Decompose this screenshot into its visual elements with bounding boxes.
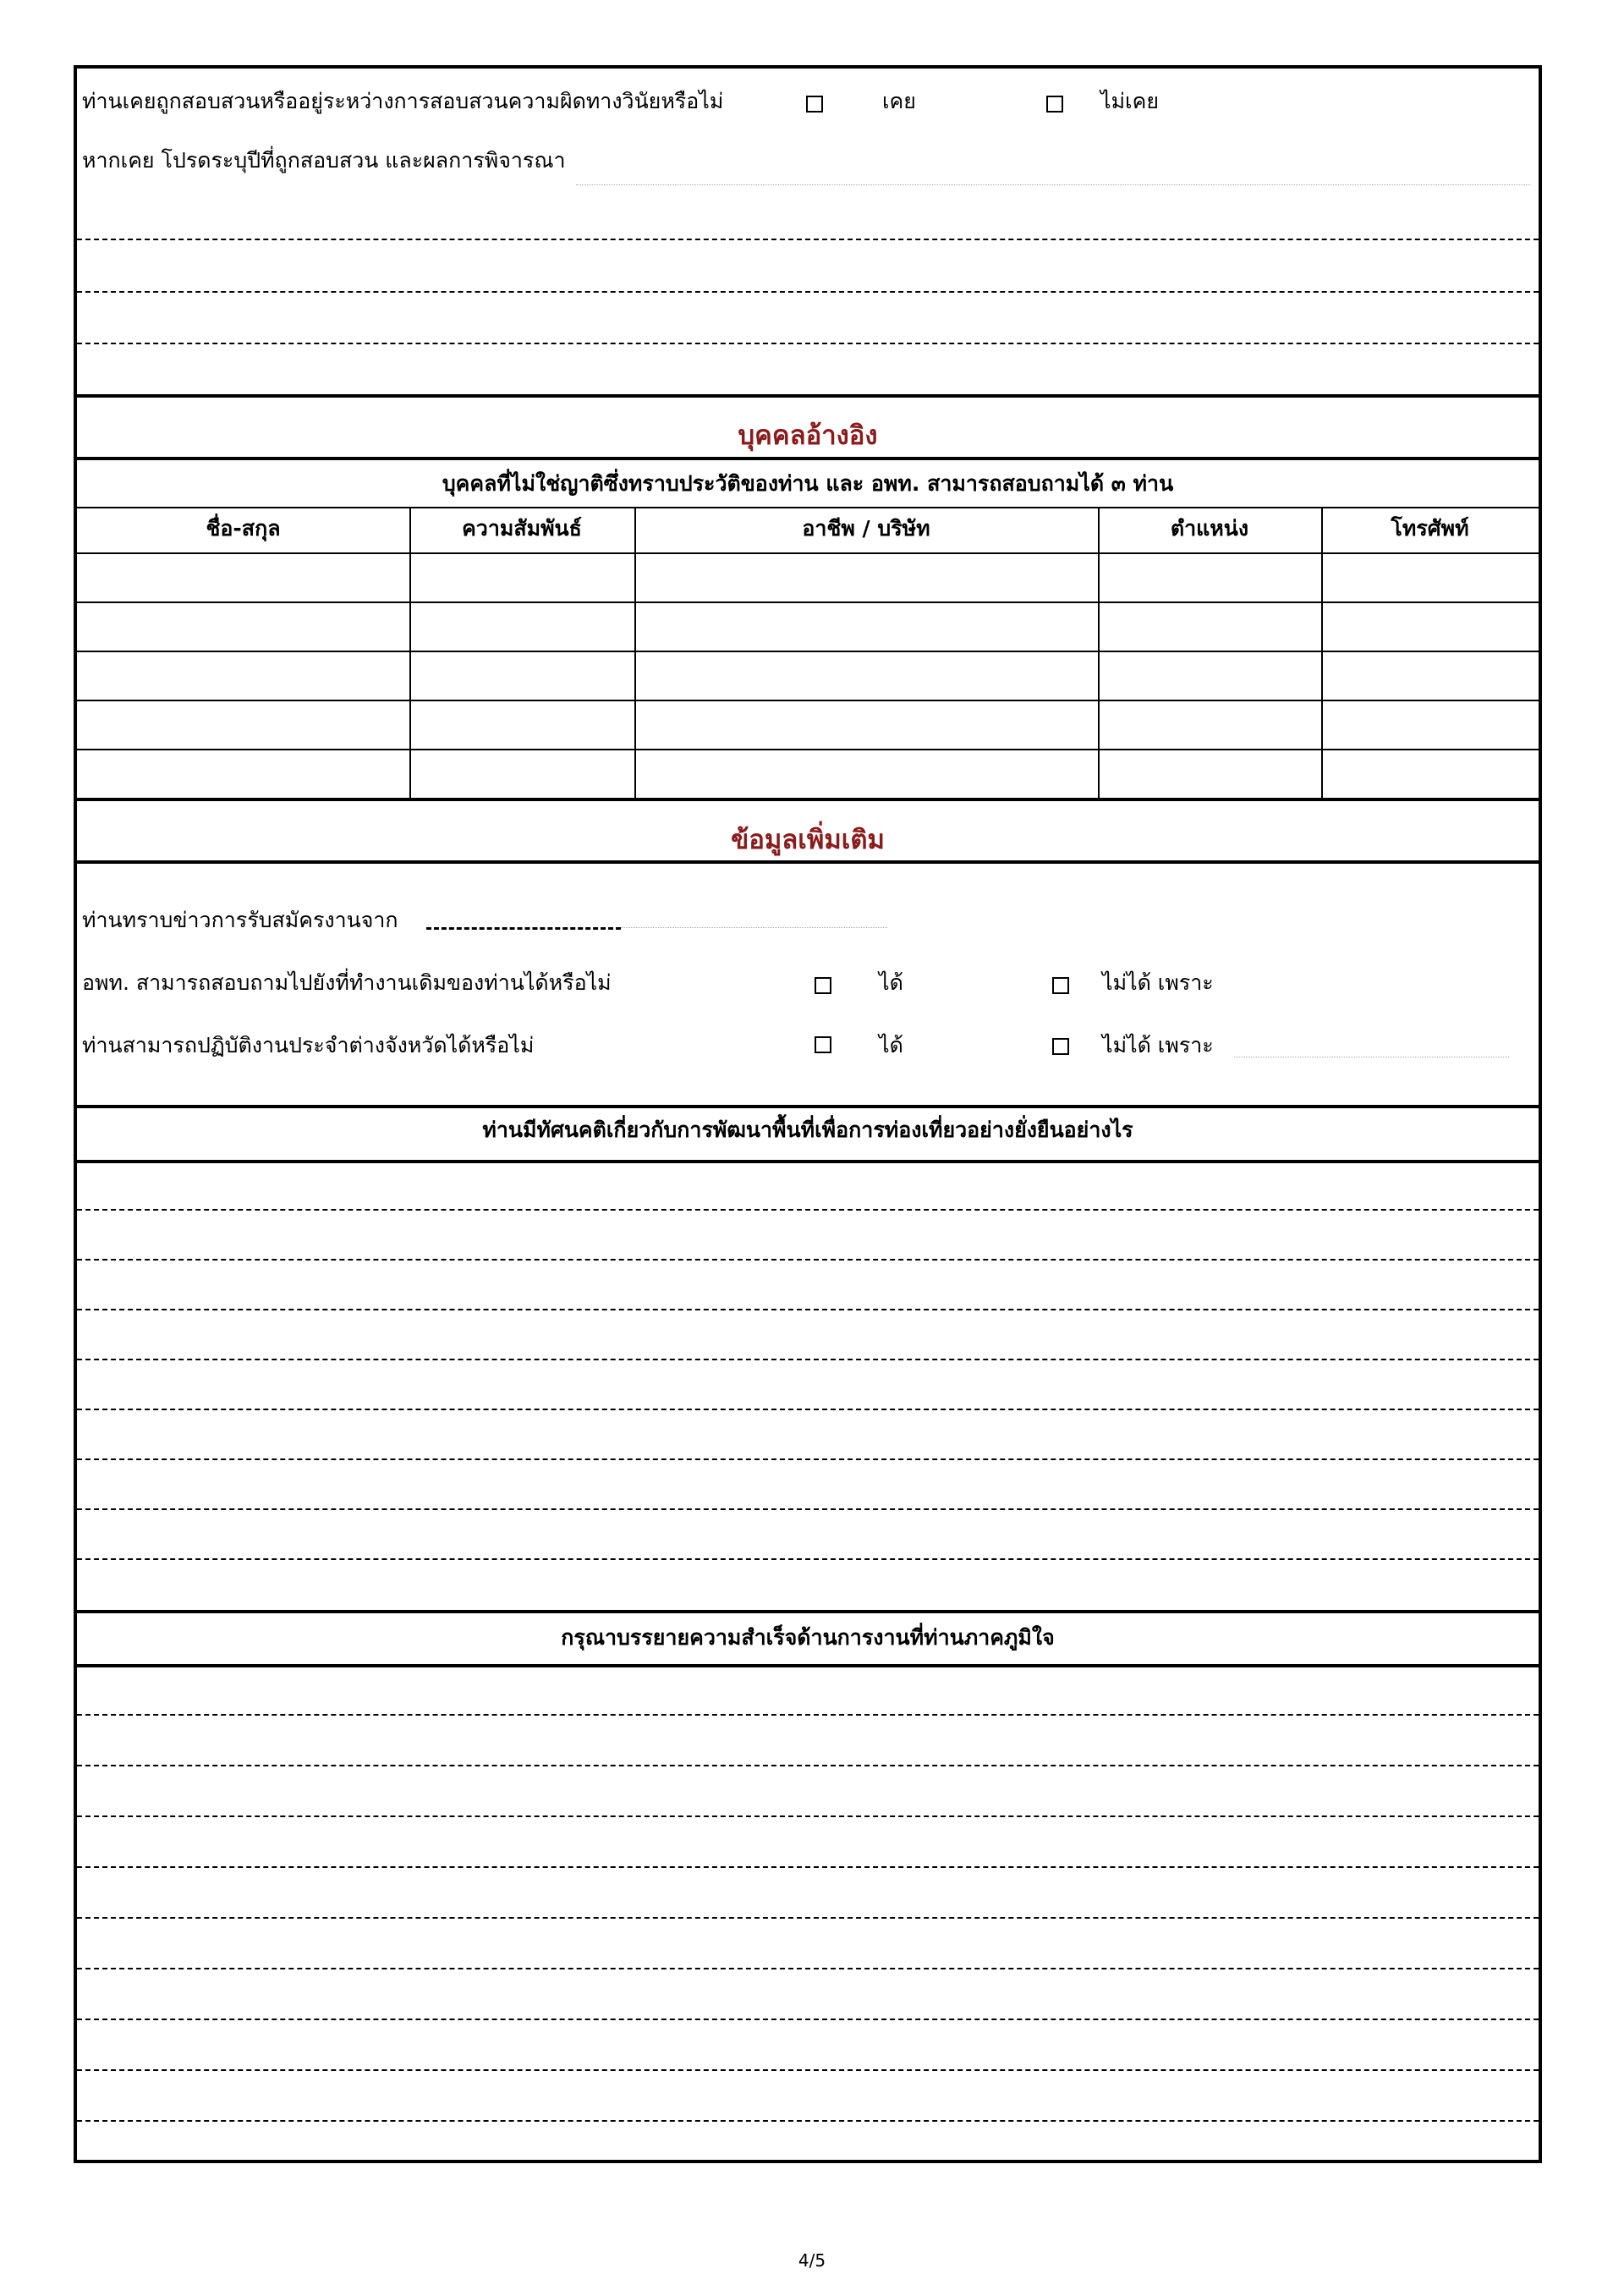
tourism-title: ท่านมีทัศนคติเกี่ยวกับการพัฒนาพื้นที่เพื่อการท่องเที่ยวอย่างยั่งยืนอย่างไร [482, 1118, 1133, 1142]
table-row-line [77, 552, 1539, 554]
table-rule [77, 507, 1539, 508]
section-divider [77, 394, 1539, 398]
relocate-no-checkbox[interactable] [1052, 1038, 1069, 1055]
job-source-label: ท่านทราบข่าวการรับสมัครงานจาก [82, 908, 398, 932]
achievement-writing-line[interactable] [77, 1917, 1539, 1919]
column-header-relationship: ความสัมพันธ์ [462, 516, 582, 541]
section-divider [77, 457, 1539, 460]
discipline-no-checkbox[interactable] [1046, 96, 1063, 113]
discipline-detail-line[interactable] [576, 184, 1530, 185]
section-divider [77, 1664, 1539, 1667]
section-divider [77, 1105, 1539, 1108]
table-column-divider [1321, 507, 1323, 800]
table-row-line [77, 651, 1539, 652]
table-column-divider [634, 507, 636, 800]
column-header-position: ตำแหน่ง [1170, 516, 1249, 541]
page-number: 4/5 [798, 2250, 826, 2271]
achievement-writing-line[interactable] [77, 2069, 1539, 2071]
job-source-field[interactable] [426, 927, 621, 930]
relocate-yes-label: ได้ [879, 1033, 903, 1057]
discipline-question: ท่านเคยถูกสอบสวนหรืออยู่ระหว่างการสอบสวนความผิดทางวินัยหรือไม่ [82, 89, 724, 113]
section-divider [77, 860, 1539, 864]
tourism-writing-line[interactable] [77, 1259, 1539, 1261]
contact-no-checkbox[interactable] [1052, 977, 1069, 994]
achievement-writing-line[interactable] [77, 1765, 1539, 1766]
discipline-writing-line[interactable] [77, 239, 1539, 240]
tourism-writing-line[interactable] [77, 1508, 1539, 1510]
section-divider [77, 1610, 1539, 1613]
application-form-page [74, 65, 1542, 2163]
tourism-writing-line[interactable] [77, 1458, 1539, 1460]
achievement-writing-line[interactable] [77, 2019, 1539, 2020]
references-title: บุคคลอ้างอิง [738, 420, 878, 451]
column-header-name: ชื่อ-สกุล [206, 516, 281, 541]
discipline-no-label: ไม่เคย [1100, 89, 1159, 113]
relocate-no-label: ไม่ได้ เพราะ [1102, 1033, 1214, 1057]
contact-no-label: ไม่ได้ เพราะ [1102, 970, 1214, 995]
achievement-title: กรุณาบรรยายความสำเร็จด้านการงานที่ท่านภาคภูมิใจ [561, 1625, 1055, 1650]
tourism-writing-line[interactable] [77, 1209, 1539, 1211]
table-column-divider [1098, 507, 1100, 800]
relocate-question: ท่านสามารถปฏิบัติงานประจำต่างจังหวัดได้หรือไม่ [82, 1033, 535, 1057]
relocate-yes-checkbox[interactable] [815, 1036, 831, 1053]
achievement-writing-line[interactable] [77, 1968, 1539, 1969]
column-header-phone: โทรศัพท์ [1391, 516, 1469, 541]
table-row-line [77, 700, 1539, 701]
achievement-writing-line[interactable] [77, 2120, 1539, 2122]
section-divider [77, 1160, 1539, 1163]
discipline-writing-line[interactable] [77, 291, 1539, 293]
tourism-writing-line[interactable] [77, 1309, 1539, 1310]
tourism-writing-line[interactable] [77, 1409, 1539, 1410]
discipline-yes-label: เคย [882, 89, 916, 113]
achievement-writing-line[interactable] [77, 1866, 1539, 1868]
table-row-line [77, 601, 1539, 603]
references-subtitle: บุคคลที่ไม่ใช่ญาติซึ่งทราบประวัติของท่าน และ อพท. สามารถสอบถามได้ ๓ ท่าน [442, 471, 1174, 496]
discipline-detail-prompt: หากเคย โปรดระบุปีที่ถูกสอบสวน และผลการพิจารณา [82, 148, 566, 173]
additional-title: ข้อมูลเพิ่มเติม [731, 825, 885, 855]
tourism-writing-line[interactable] [77, 1359, 1539, 1360]
contact-yes-checkbox[interactable] [815, 977, 831, 994]
discipline-writing-line[interactable] [77, 343, 1539, 344]
column-header-occupation: อาชีพ / บริษัท [802, 516, 930, 541]
achievement-writing-line[interactable] [77, 1714, 1539, 1716]
contact-yes-label: ได้ [879, 970, 903, 995]
achievement-writing-line[interactable] [77, 1815, 1539, 1817]
discipline-yes-checkbox[interactable] [806, 96, 823, 113]
table-column-divider [409, 507, 411, 800]
table-row-line [77, 749, 1539, 750]
contact-previous-employer-question: อพท. สามารถสอบถามไปยังที่ทำงานเดิมของท่านได้หรือไม่ [82, 970, 612, 995]
tourism-writing-line[interactable] [77, 1558, 1539, 1560]
job-source-line [621, 927, 887, 928]
section-divider [77, 798, 1539, 801]
